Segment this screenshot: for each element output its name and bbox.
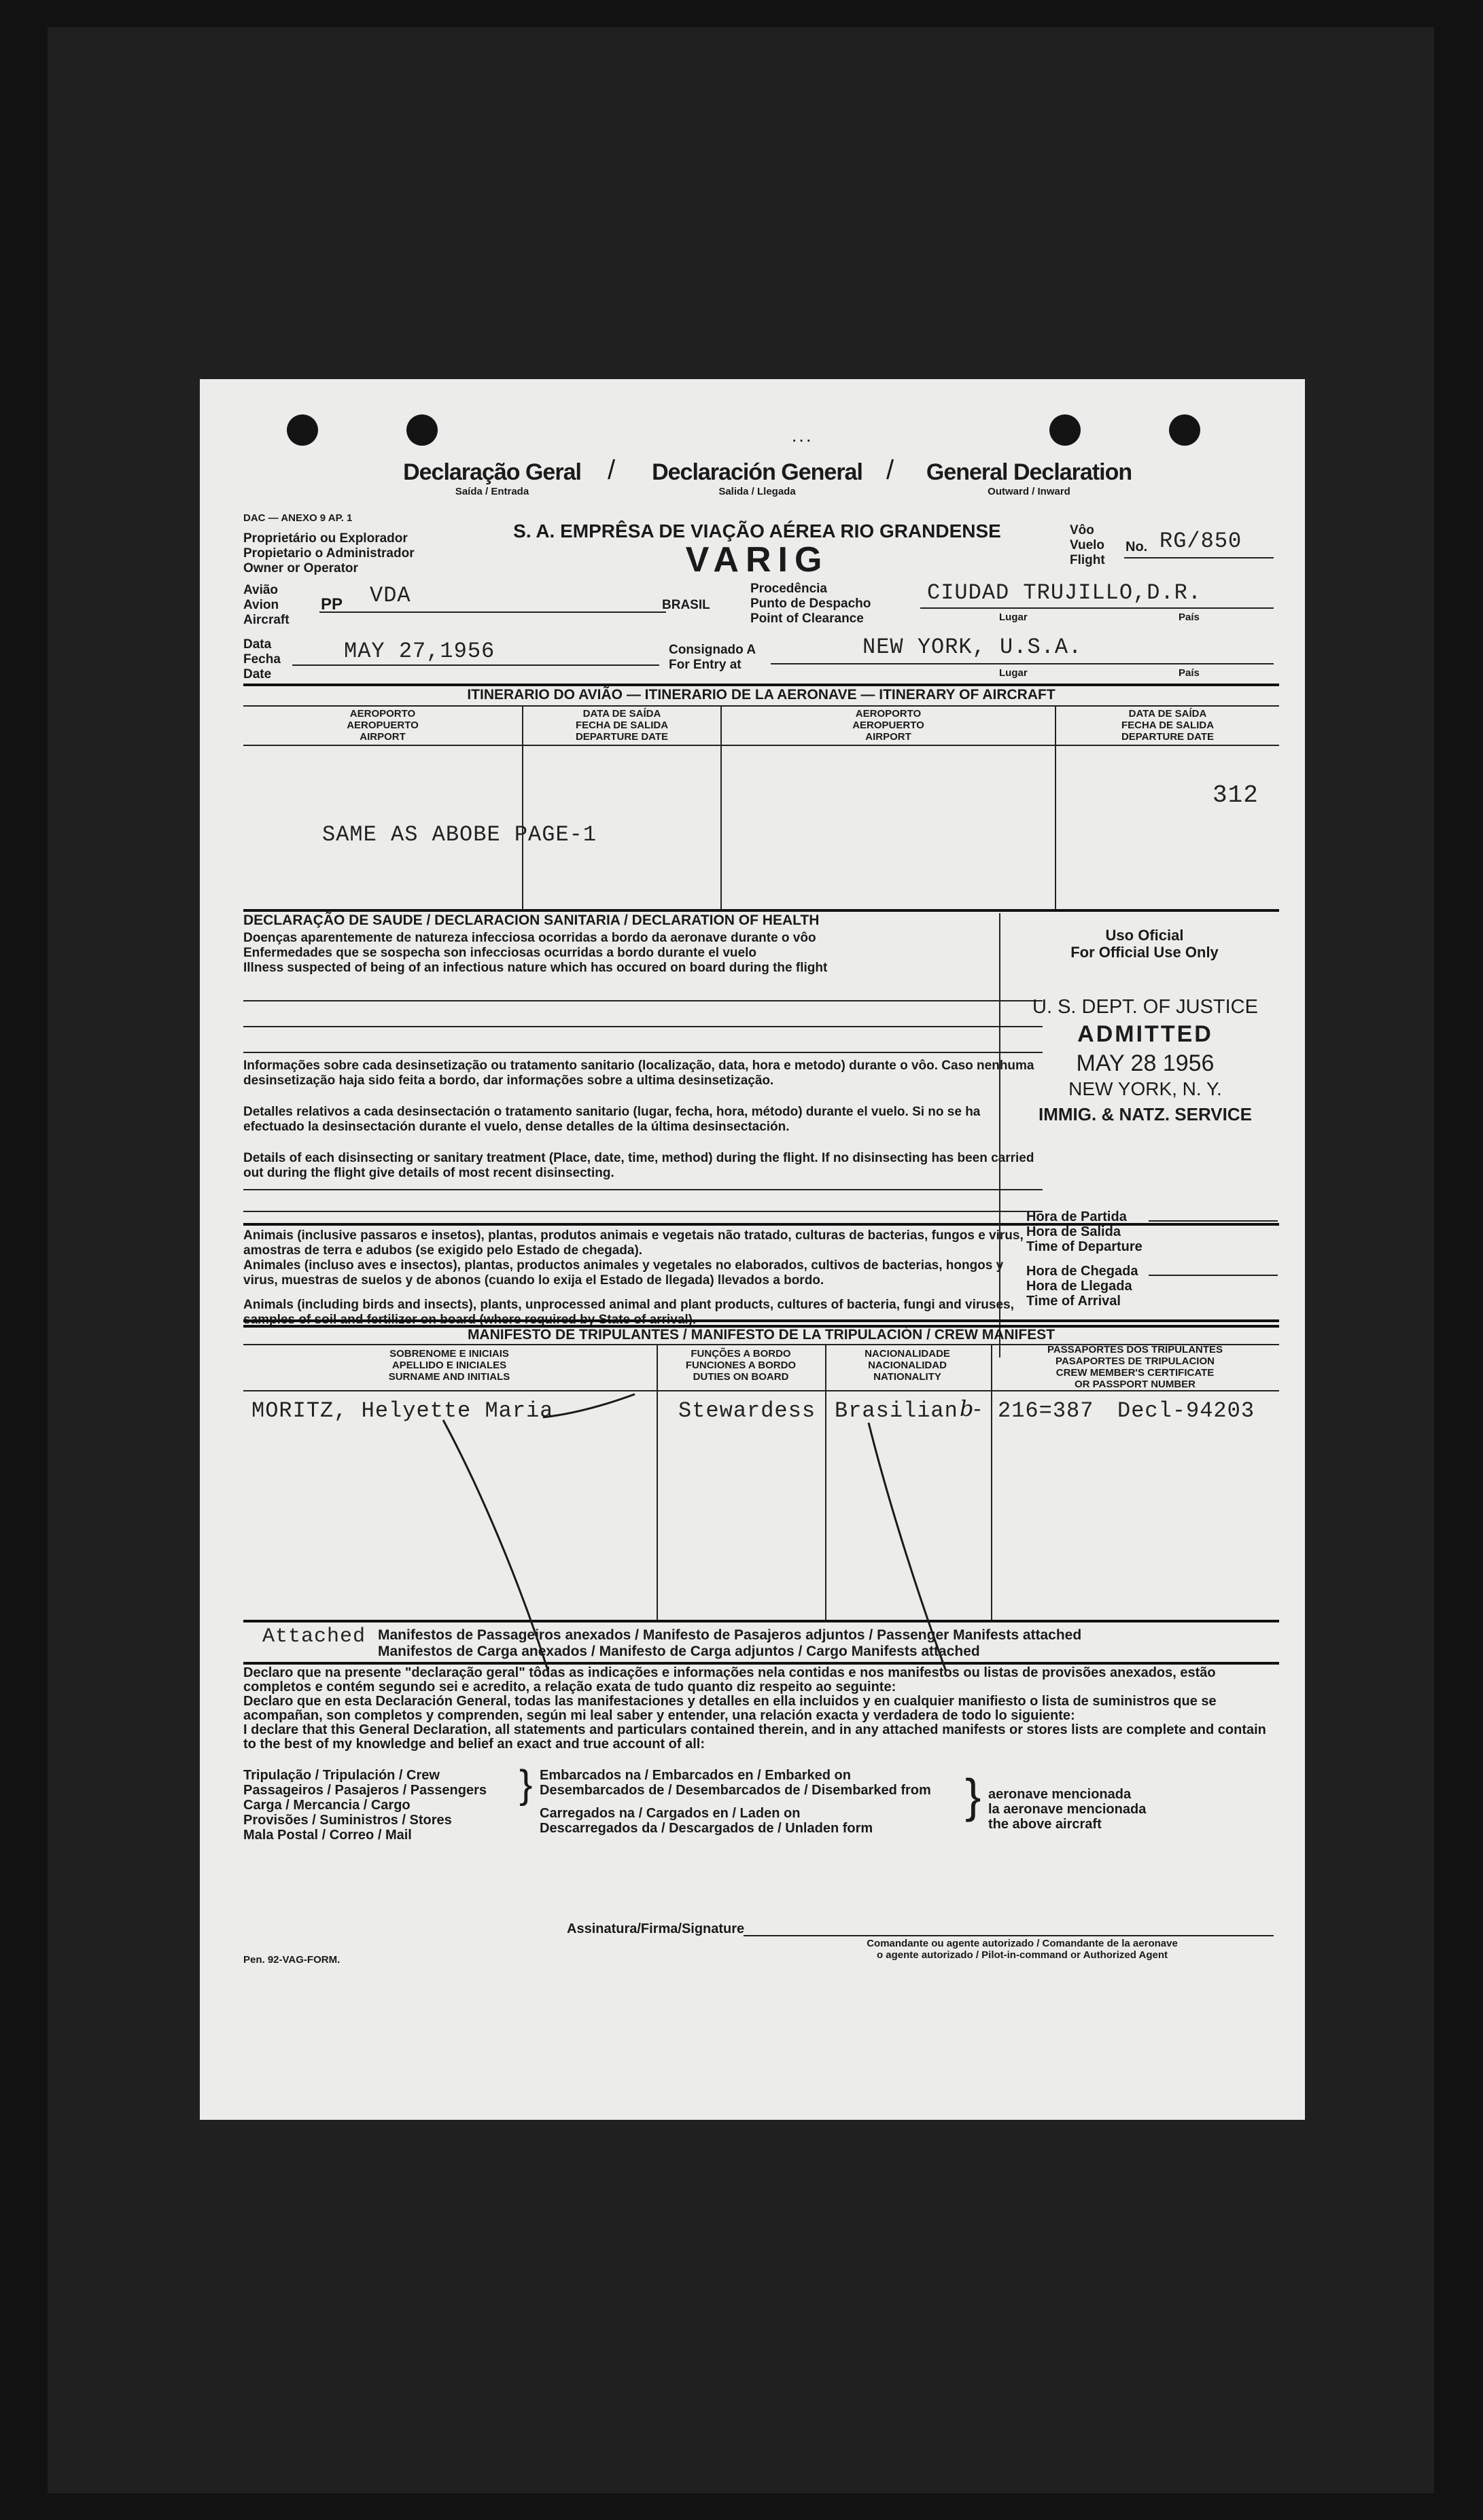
signature-label: Assinatura/Firma/Signature <box>567 1921 745 1936</box>
health-question: Doenças aparentemente de natureza infecciosa ocorridas a bordo da aeronave durante o vôo Enfermedades que se sospecha son infecciosas ocurridas a bordo durante el vuelo Illness suspected of being of an infectious nature which has occured on board during the flight <box>243 931 828 975</box>
signature-caption: Comandante ou agente autorizado / Comandante de la aeronave o agente autorizado / Pilot-in-command or Authorized Agent <box>867 1938 1178 1961</box>
itin-col-date-2: DATA DE SAÍDA FECHA DE SALIDA DEPARTURE DATE <box>1121 708 1215 743</box>
crew-name: MORITZ, Helyette Maria <box>251 1398 554 1423</box>
title-en: General Declaration Outward / Inward <box>926 459 1132 497</box>
crew-col-duty: FUNÇÕES A BORDO FUNCIONES A BORDO DUTIES ON BOARD <box>685 1348 797 1383</box>
pen-strokes <box>200 379 1305 2120</box>
flight-label: Vôo Vuelo Flight <box>1070 523 1105 567</box>
crew-col-nationality: NACIONALIDADE NACIONALIDAD NATIONALITY <box>865 1348 950 1383</box>
official-use-title: Uso Oficial For Official Use Only <box>1070 927 1219 961</box>
clearance-pais: País <box>1179 611 1200 623</box>
brace: } <box>519 1762 533 1807</box>
aircraft-label: Avião Avion Aircraft <box>243 583 290 627</box>
disinsection-pt: Informações sobre cada desinsetização ou tratamento sanitario (localização, data, hora e metodo) durante o vôo. Caso nenhuma desinsetização haja sido feita a bordo, dar informações sobre a ultima desinsetização. <box>243 1059 1034 1088</box>
flight-no-label: No. <box>1126 539 1148 554</box>
crew-duty: Stewardess <box>678 1398 816 1423</box>
cargo-manifests-line: Manifestos de Carga anexados / Manifesto de Carga adjuntos / Cargo Manifests attached <box>378 1644 980 1659</box>
owner-label: Proprietário ou Explorador Propietario o Administrador Owner or Operator <box>243 531 415 575</box>
crew-title: MANIFESTO DE TRIPULANTES / MANIFESTO DE LA TRIPULACIÓN / CREW MANIFEST <box>467 1327 1055 1343</box>
crew-col-name: SOBRENOME E INICIAIS APELLIDO E INICIALES SURNAME AND INITIALS <box>388 1348 510 1383</box>
page-number: 312 <box>1212 781 1259 809</box>
nationality-handwritten-mark: b- <box>960 1396 981 1421</box>
animals-pt: Animais (inclusive passaros e insetos), plantas, produtos animais e vegetais não tratado, culturas de bacterias, fungos e virus, amostras de terra e adubos (se exigido pelo Estado de chegada). <box>243 1228 1024 1258</box>
clearance-label: Procedência Punto de Despacho Point of Clearance <box>750 582 871 626</box>
disinsection-es: Detalles relativos a cada desinsectación o tratamento sanitario (lugar, fecha, hora, método) durante el vuelo. Si no se ha efectuado la desinsectación durante el vuelo, dense detalles de la última desinsectación. <box>243 1105 981 1134</box>
crew-declaration: Decl-94203 <box>1117 1398 1255 1423</box>
declaration-text: Declaro que na presente "declaração geral" tôdas as indicações e informações nela contidas e nos manifestos ou listas de provisões anexados, estão completos e contém segundo sei e acredito, a relação exata de tudo quanto diz respeito ao seguinte: Declaro que en esta Declaración General, todas las manifestaciones y detalles en ella incluidos y en cualquier manifiesto o lista de suministros que se acompañan, son completos y comprenden, según mi leal saber y entender, una relación exacta y verdadera de todo lo siguiente: I declare that this General Declaration, all statements and particulars contained therein, and in any attached manifests or stores lists are complete and contain to the best of my knowledge and belief an exact and true account of all: <box>243 1665 1266 1752</box>
itin-col-airport-2: AEROPORTO AEROPUERTO AIRPORT <box>852 708 924 743</box>
declaration-aircraft: aeronave mencionada la aeronave mencionada the above aircraft <box>988 1787 1147 1832</box>
clearance-lugar: Lugar <box>999 611 1028 623</box>
crew-nationality: Brasilian <box>835 1398 958 1423</box>
title-separator: / <box>608 455 616 485</box>
declaration-items: Tripulação / Tripulación / Crew Passageiros / Pasajeros / Passengers Carga / Mercancia / Cargo Provisões / Suministros / Stores Mala Postal / Correo / Mail <box>243 1768 487 1843</box>
form-ref: DAC — ANEXO 9 AP. 1 <box>243 512 353 524</box>
entry-label: Consignado A For Entry at <box>669 643 756 672</box>
crew-col-passport: PASSAPORTES DOS TRIPULANTES PASAPORTES DE TRIPULACION CREW MEMBER'S CERTIFICATE OR PASSPORT NUMBER <box>1047 1344 1223 1390</box>
entry-value: NEW YORK, U.S.A. <box>862 635 1083 660</box>
itin-col-date: DATA DE SAÍDA FECHA DE SALIDA DEPARTURE DATE <box>575 708 669 743</box>
admitted-stamp: U. S. DEPT. OF JUSTICE ADMITTED MAY 28 1956 NEW YORK, N. Y. IMMIG. & NATZ. SERVICE <box>1032 996 1258 1124</box>
itin-col-airport: AEROPORTO AEROPUERTO AIRPORT <box>347 708 419 743</box>
health-title: DECLARAÇÃO DE SAUDE / DECLARACION SANITARIA / DECLARATION OF HEALTH <box>243 912 820 928</box>
header-dots: . . . <box>792 431 811 445</box>
clearance-value: CIUDAD TRUJILLO,D.R. <box>927 580 1202 605</box>
flight-number: RG/850 <box>1159 529 1242 554</box>
itinerary-entry: SAME AS ABOBE PAGE-1 <box>322 822 597 847</box>
date-label: Data Fecha Date <box>243 637 281 681</box>
flight-date: MAY 27,1956 <box>344 639 495 664</box>
title-separator: / <box>886 455 894 485</box>
animals-es: Animales (incluso aves e insectos), plantas, productos animales y vegetales no elaborados, cultivos de bacterias, hongos y virus, muestras de suelos y de abonos (cuando lo exija el Estado de llegada) llevados a bordo. <box>243 1258 1004 1288</box>
brace: } <box>965 1769 981 1822</box>
aircraft-prefix: PP <box>321 595 343 614</box>
attached-stamp: Attached <box>262 1625 366 1648</box>
crew-passport: 216=387 <box>998 1398 1094 1423</box>
animals-en: Animals (including birds and insects), plants, unprocessed animal and plant products, cultures of bacteria, fungi and viruses, samples of soil and fertilizer on board (where required by State of arrival). <box>243 1298 1014 1327</box>
entry-lugar: Lugar <box>999 667 1028 679</box>
passenger-manifests-line: Manifestos de Passageiros anexados / Manifesto de Pasajeros adjuntos / Passenger Manifests attached <box>378 1627 1082 1643</box>
disinsection-en: Details of each disinsecting or sanitary treatment (Place, date, time, method) during the flight. If no disinsecting has been carried out during the flight give details of most recent disinsecting. <box>243 1151 1034 1180</box>
arrival-time-label: Hora de Chegada Hora de Llegada Time of Arrival <box>1026 1264 1138 1309</box>
declaration-actions: Embarcados na / Embarcados en / Embarked on Desembarcados de / Desembarcados de / Disembarked from Carregados na / Cargados en / Laden on Descarregados da / Descargados de / Unladen form <box>540 1768 931 1836</box>
aircraft-country: BRASIL <box>662 598 710 612</box>
itinerary-title: ITINERARIO DO AVIÃO — ITINERARIO DE LA AERONAVE — ITINERARY OF AIRCRAFT <box>467 687 1055 703</box>
departure-time-label: Hora de Partida Hora de Salida Time of Departure <box>1026 1209 1142 1254</box>
title-es: Declaración General Salida / Llegada <box>652 459 862 497</box>
declaration-form <box>200 379 1305 2120</box>
title-pt: Declaração Geral Saída / Entrada <box>403 459 581 497</box>
company-name: S. A. EMPRÊSA DE VIAÇÃO AÉREA RIO GRANDENSE <box>513 520 1001 542</box>
aircraft-registration: VDA <box>370 583 411 608</box>
form-code: Pen. 92-VAG-FORM. <box>243 1954 341 1966</box>
brand-name: VARIG <box>685 540 829 580</box>
entry-pais: País <box>1179 667 1200 679</box>
